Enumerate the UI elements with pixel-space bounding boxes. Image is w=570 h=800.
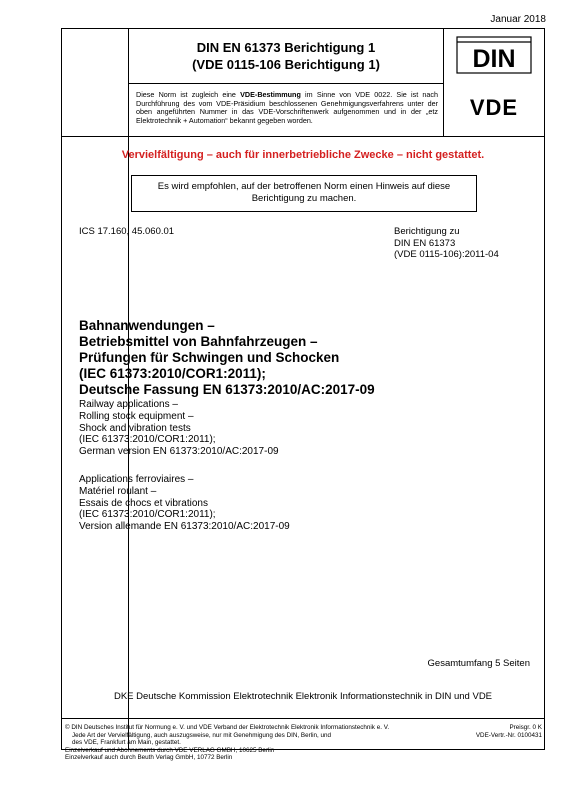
document-number: DIN EN 61373 Berichtigung 1 xyxy=(196,40,376,55)
vde-norm-statement xyxy=(136,91,438,125)
title-french xyxy=(79,474,290,533)
price-group: Preisgr. 0 K xyxy=(509,724,542,731)
correction-reference xyxy=(394,226,499,261)
norm-statement-text: Diese Norm ist zugleich eine xyxy=(136,90,241,99)
title-german xyxy=(79,318,375,398)
title-fr-line: Matériel roulant – xyxy=(79,485,157,497)
copyright-line: © DIN Deutsches Institut für Normung e. V. und VDE Verband der Elektrotechnik Elektronik Informationstechnik e. V. xyxy=(65,724,390,731)
copyright-line: des VDE, Frankfurt am Main, gestattet. xyxy=(65,739,181,747)
vde-contract-number: VDE-Vertr.-Nr. 0100431 xyxy=(475,731,542,739)
title-en-line: (IEC 61373:2010/COR1:2011); xyxy=(79,434,216,446)
copyright-line: Einzelverkauf und Abonnements durch VDE VERLAG GMBH, 10625 Berlin xyxy=(65,746,275,754)
header-bottom-divider xyxy=(61,136,545,137)
title-de-line: Betriebsmittel von Bahnfahrzeugen – xyxy=(79,334,318,349)
norm-statement-text-rest: im Sinne von VDE 0022. Sie ist nach Durchführung des vom VDE-Präsidium beschlossenen Genehmigungsverfahrens unter der oben angeführten Nummer in das VDE-Vorschriftenwerk aufgenommen und in der „etz Elektrotechnik + Automation“ bekannt gegeben worden. xyxy=(136,90,438,125)
dke-statement: DKE Deutsche Kommission Elektrotechnik Elektronik Informationstechnik in DIN und VDE xyxy=(113,691,493,702)
din-logo-text: DIN xyxy=(472,45,516,73)
correction-ref-line: Berichtigung zu xyxy=(394,226,460,237)
ics-code: ICS 17.160, 45.060.01 xyxy=(79,226,175,237)
recommendation-box: Es wird empfohlen, auf der betroffenen Norm einen Hinweis auf diese Berichtigung zu machen. xyxy=(131,175,477,212)
header-divider xyxy=(129,83,443,84)
document-date: Januar 2018 xyxy=(490,14,546,25)
total-pages: Gesamtumfang 5 Seiten xyxy=(427,658,530,669)
title-de-line: Bahnanwendungen – xyxy=(79,318,215,333)
title-en-line: Rolling stock equipment – xyxy=(79,410,194,422)
vde-logo xyxy=(453,96,535,118)
title-fr-line: Applications ferroviaires – xyxy=(79,474,194,485)
title-fr-line: Essais de chocs et vibrations xyxy=(79,497,208,509)
correction-ref-line: DIN EN 61373 xyxy=(394,237,456,249)
title-fr-line: Version allemande EN 61373:2010/AC:2017-09 xyxy=(79,521,290,533)
document-vde-number: (VDE 0115-106 Berichtigung 1) xyxy=(192,57,380,72)
copyright-line: Einzelverkauf auch durch Beuth Verlag GmbH, 10772 Berlin xyxy=(65,754,233,762)
copyright-line: Jede Art der Vervielfältigung, auch auszugsweise, nur mit Genehmigung des DIN, Berlin, und xyxy=(65,731,332,739)
din-logo xyxy=(456,36,532,74)
title-de-line: Deutsche Fassung EN 61373:2010/AC:2017-09 xyxy=(79,382,375,397)
title-de-line: Prüfungen für Schwingen und Schocken xyxy=(79,350,340,365)
title-fr-line: (IEC 61373:2010/COR1:2011); xyxy=(79,509,216,521)
footer-divider xyxy=(61,718,545,719)
title-en-line: German version EN 61373:2010/AC:2017-09 xyxy=(79,446,279,458)
correction-ref-line: (VDE 0115-106):2011-04 xyxy=(394,249,499,260)
title-en-line: Railway applications – xyxy=(79,399,178,410)
title-english xyxy=(79,399,279,458)
norm-statement-bold: VDE-Bestimmung xyxy=(240,90,301,99)
title-de-line: (IEC 61373:2010/COR1:2011); xyxy=(79,366,266,381)
footer-copyright xyxy=(65,724,475,762)
copy-warning: Vervielfältigung – auch für innerbetriebliche Zwecke – nicht gestattet. xyxy=(121,149,485,161)
title-en-line: Shock and vibration tests xyxy=(79,422,191,434)
footer-price xyxy=(476,724,542,739)
vde-logo-text: VDE xyxy=(469,96,519,118)
